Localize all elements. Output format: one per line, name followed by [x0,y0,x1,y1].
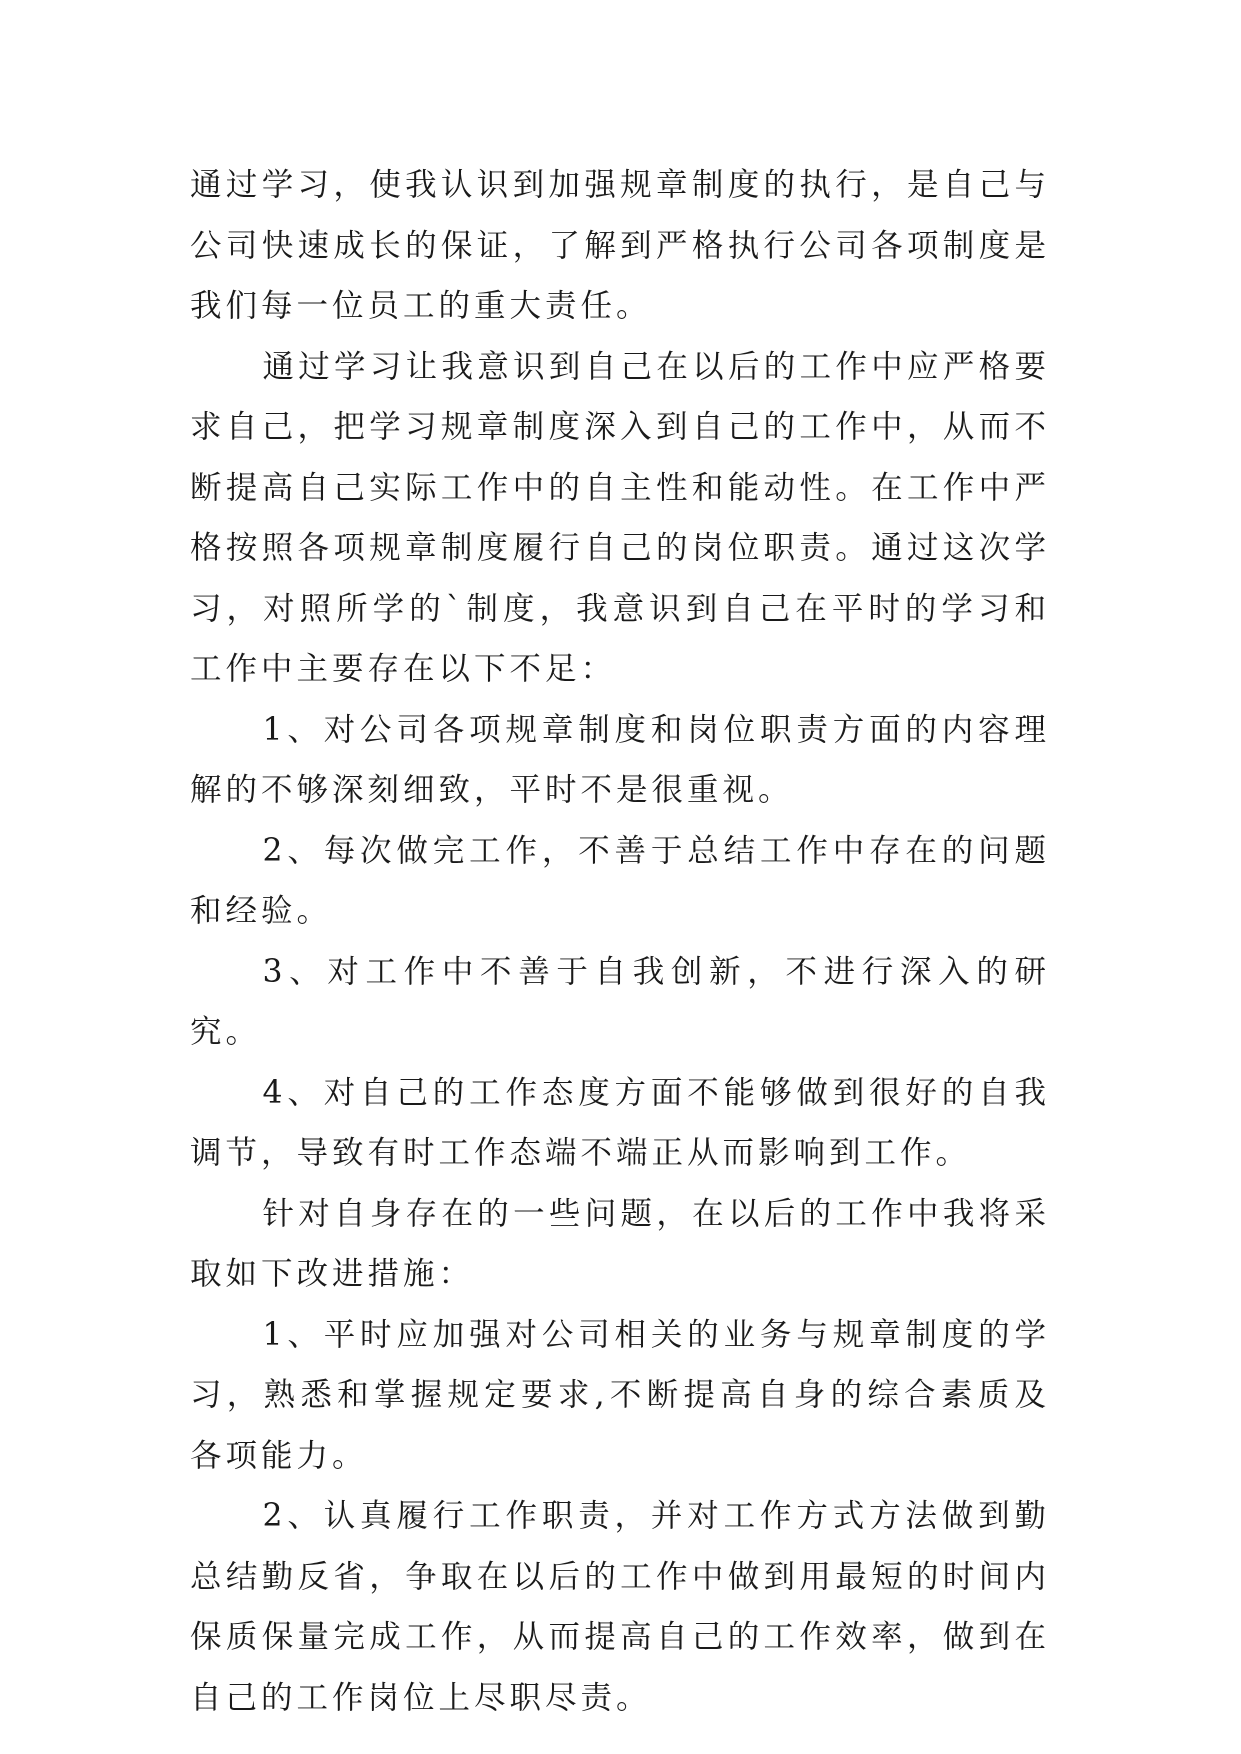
paragraph-shortcoming-4: 4、对自己的工作态度方面不能够做到很好的自我调节，导致有时工作态端不端正从而影响到工作。 [190,1074,1050,1171]
paragraph-shortcoming-1: 1、对公司各项规章制度和岗位职责方面的内容理解的不够深刻细致，平时不是很重视。 [190,711,1050,808]
paragraph-improvement-1: 1、平时应加强对公司相关的业务与规章制度的学习，熟悉和掌握规定要求,不断提高自身的综合素质及各项能力。 [190,1316,1050,1474]
paragraph-self-reflection: 通过学习让我意识到自己在以后的工作中应严格要求自己，把学习规章制度深入到自己的工作中，从而不断提高自己实际工作中的自主性和能动性。在工作中严格按照各项规章制度履行自己的岗位职责。通过这次学习，对照所学的`制度，我意识到自己在平时的学习和工作中主要存在以下不足： [190,348,1050,687]
paragraph-improvement-2: 2、认真履行工作职责，并对工作方式方法做到勤总结勤反省，争取在以后的工作中做到用最短的时间内保质保量完成工作，从而提高自己的工作效率，做到在自己的工作岗位上尽职尽责。 [190,1498,1050,1716]
paragraph-learning-summary: 通过学习，使我认识到加强规章制度的执行，是自己与公司快速成长的保证，了解到严格执行公司各项制度是我们每一位员工的重大责任。 [190,167,1050,324]
document-body [190,155,1050,1728]
paragraph-improvement-intro: 针对自身存在的一些问题，在以后的工作中我将采取如下改进措施： [190,1195,1050,1292]
paragraph-shortcoming-3: 3、对工作中不善于自我创新，不进行深入的研究。 [190,953,1050,1050]
paragraph-shortcoming-2: 2、每次做完工作，不善于总结工作中存在的问题和经验。 [190,832,1050,929]
